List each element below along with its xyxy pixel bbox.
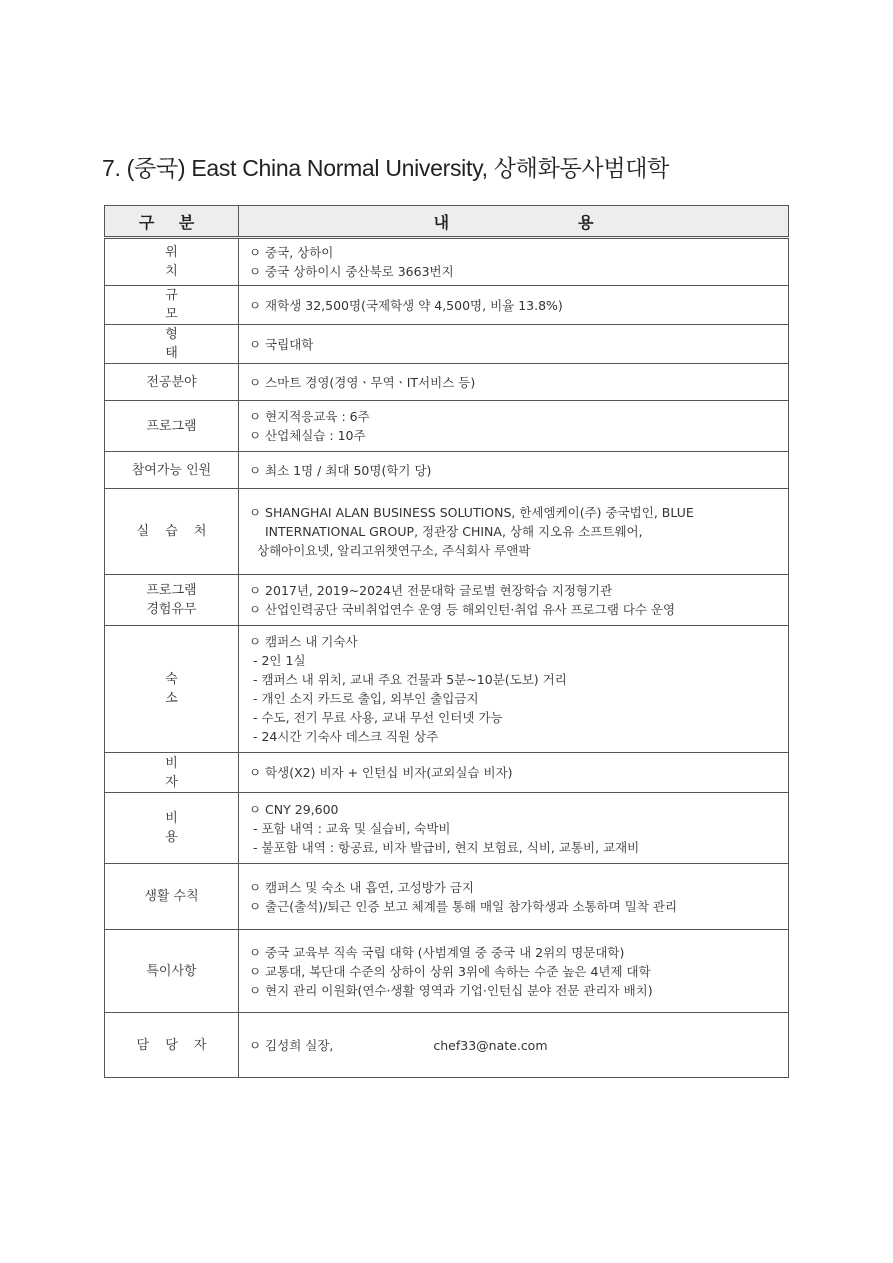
table-row-cost bbox=[105, 793, 789, 864]
row-label: 프로그램 경험유무 bbox=[105, 575, 239, 626]
row-content: ㅇ CNY 29,600 - 포함 내역 : 교육 및 실습비, 숙박비 - 불포함 내역 : 항공료, 비자 발급비, 현지 보험료, 식비, 교통비, 교재비 bbox=[239, 793, 789, 864]
table-row-visa bbox=[105, 753, 789, 793]
table-row-capacity bbox=[105, 452, 789, 489]
row-label: 숙 소 bbox=[105, 626, 239, 753]
row-content: ㅇ 국립대학 bbox=[239, 325, 789, 364]
header-content bbox=[239, 206, 789, 238]
table-row-major bbox=[105, 364, 789, 401]
header-label: 구 분 bbox=[105, 206, 239, 238]
row-label: 형 태 bbox=[105, 325, 239, 364]
table-row-type bbox=[105, 325, 789, 364]
contact-name: ㅇ 김성희 실장, bbox=[249, 1037, 334, 1053]
row-label: 위 치 bbox=[105, 238, 239, 286]
row-label: 규 모 bbox=[105, 286, 239, 325]
row-label: 담 당 자 bbox=[105, 1013, 239, 1078]
row-label: 프로그램 bbox=[105, 401, 239, 452]
row-label: 특이사항 bbox=[105, 930, 239, 1013]
table-row-location bbox=[105, 238, 789, 286]
table-row-scale bbox=[105, 286, 789, 325]
row-content: ㅇ 재학생 32,500명(국제학생 약 4,500명, 비율 13.8%) bbox=[239, 286, 789, 325]
table-row-notes bbox=[105, 930, 789, 1013]
page-title: 7. (중국) East China Normal University, 상해화동사범대학 bbox=[102, 155, 670, 181]
row-label: 비 용 bbox=[105, 793, 239, 864]
row-content: ㅇ 스마트 경영(경영ㆍ무역ㆍIT서비스 등) bbox=[239, 364, 789, 401]
row-content bbox=[239, 1013, 789, 1078]
info-table bbox=[104, 205, 789, 1078]
contact-email-link[interactable]: chef33@nate.com bbox=[433, 1037, 548, 1053]
table-row-accommodation bbox=[105, 626, 789, 753]
row-label: 실 습 처 bbox=[105, 489, 239, 575]
row-content: ㅇ 최소 1명 / 최대 50명(학기 당) bbox=[239, 452, 789, 489]
row-label: 참여가능 인원 bbox=[105, 452, 239, 489]
header-content-char-2: 용 bbox=[577, 214, 594, 232]
table-header-row bbox=[105, 206, 789, 238]
table-row-contact bbox=[105, 1013, 789, 1078]
row-content: ㅇ 현지적응교육 : 6주 ㅇ 산업체실습 : 10주 bbox=[239, 401, 789, 452]
header-content-char-1: 내 bbox=[433, 214, 450, 232]
row-content: ㅇ 학생(X2) 비자 + 인턴십 비자(교외실습 비자) bbox=[239, 753, 789, 793]
row-content: ㅇ 2017년, 2019~2024년 전문대학 글로벌 현장학습 지정형기관 ㅇ 산업인력공단 국비취업연수 운영 등 해외인턴·취업 유사 프로그램 다수 운영 bbox=[239, 575, 789, 626]
row-content: ㅇ SHANGHAI ALAN BUSINESS SOLUTIONS, 한세엠케이(주) 중국법인, BLUE INTERNATIONAL GROUP, 정관장 CHINA, 상해 지오유 소프트웨어, 상해아이요넷, 알리고위챗연구소, 주식회사 루앤팍 bbox=[239, 489, 789, 575]
table-row-program bbox=[105, 401, 789, 452]
row-label: 비 자 bbox=[105, 753, 239, 793]
row-content: ㅇ 중국, 상하이 ㅇ 중국 상하이시 중산북로 3663번지 bbox=[239, 238, 789, 286]
row-label: 전공분야 bbox=[105, 364, 239, 401]
row-content: ㅇ 중국 교육부 직속 국립 대학 (사범계열 중 중국 내 2위의 명문대학) ㅇ 교통대, 복단대 수준의 상하이 상위 3위에 속하는 수준 높은 4년제 대학 ㅇ 현지 관리 이원화(연수·생활 영역과 기업·인턴십 분야 전문 관리자 배치) bbox=[239, 930, 789, 1013]
table-row-program-experience bbox=[105, 575, 789, 626]
row-content: ㅇ 캠퍼스 및 숙소 내 흡연, 고성방가 금지 ㅇ 출근(출석)/퇴근 인증 보고 체계를 통해 매일 참가학생과 소통하며 밀착 관리 bbox=[239, 864, 789, 930]
table-row-life-rules bbox=[105, 864, 789, 930]
row-label: 생활 수칙 bbox=[105, 864, 239, 930]
table-row-practice-sites bbox=[105, 489, 789, 575]
row-content: ㅇ 캠퍼스 내 기숙사 - 2인 1실 - 캠퍼스 내 위치, 교내 주요 건물과 5분~10분(도보) 거리 - 개인 소지 카드로 출입, 외부인 출입금지 - 수도, 전기 무료 사용, 교내 무선 인터넷 가능 - 24시간 기숙사 데스크 직원 상주 bbox=[239, 626, 789, 753]
